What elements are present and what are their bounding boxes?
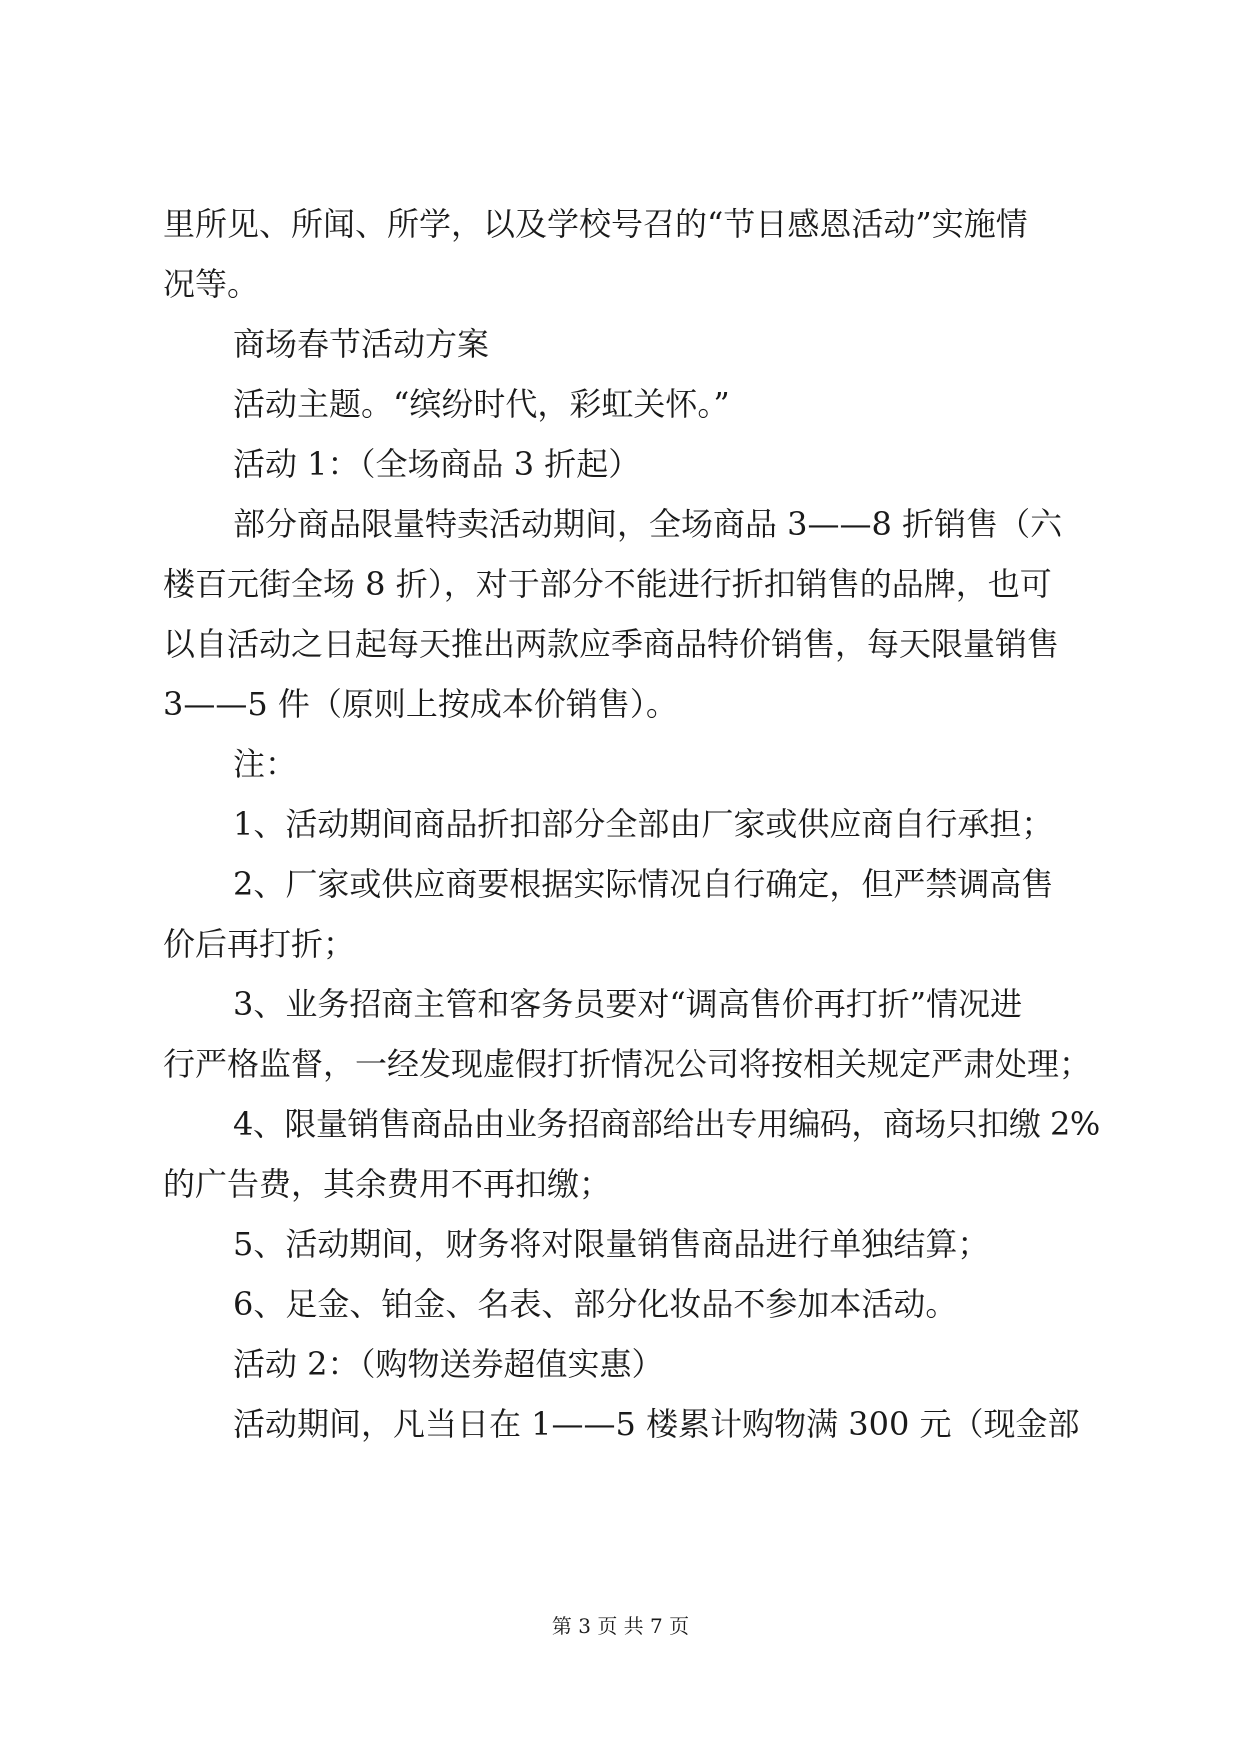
list-item: 2、厂家或供应商要根据实际情况自行确定，但严禁调高售 (233, 865, 1054, 903)
text-line: 以自活动之日起每天推出两款应季商品特价销售，每天限量销售 (163, 625, 1060, 663)
list-item: 1、活动期间商品折扣部分全部由厂家或供应商自行承担； (233, 805, 1054, 843)
text-line: 注： (233, 745, 298, 783)
list-item: 6、足金、铂金、名表、部分化妆品不参加本活动。 (233, 1285, 958, 1323)
list-item: 4、限量销售商品由业务招商部给出专用编码，商场只扣缴 2% (233, 1105, 1100, 1143)
text-line: 活动期间，凡当日在 1——5 楼累计购物满 300 元（现金部 (233, 1405, 1080, 1443)
text-line: 况等。 (163, 265, 260, 303)
section-heading: 商场春节活动方案 (233, 325, 490, 363)
text-line: 活动 2：（购物送券超值实惠） (233, 1345, 664, 1383)
text-line: 3——5 件（原则上按成本价销售）。 (163, 685, 678, 723)
list-item: 3、业务招商主管和客务员要对“调高售价再打折”情况进 (233, 985, 1023, 1023)
text-line: 行严格监督，一经发现虚假打折情况公司将按相关规定严肃处理； (163, 1045, 1092, 1083)
text-line: 部分商品限量特卖活动期间，全场商品 3——8 折销售（六 (233, 505, 1063, 543)
page-footer: 第 3 页 共 7 页 (551, 1614, 690, 1638)
text-line: 里所见、所闻、所学，以及学校号召的“节日感恩活动”实施情 (163, 205, 1028, 243)
text-line: 的广告费，其余费用不再扣缴； (163, 1165, 612, 1203)
text-line: 活动 1：（全场商品 3 折起） (233, 445, 641, 483)
text-line: 价后再打折； (163, 925, 356, 963)
list-item: 5、活动期间，财务将对限量销售商品进行单独结算； (233, 1225, 990, 1263)
text-line: 楼百元街全场 8 折），对于部分不能进行折扣销售的品牌，也可 (163, 565, 1052, 603)
text-line: 活动主题。“缤纷时代，彩虹关怀。” (233, 385, 730, 423)
